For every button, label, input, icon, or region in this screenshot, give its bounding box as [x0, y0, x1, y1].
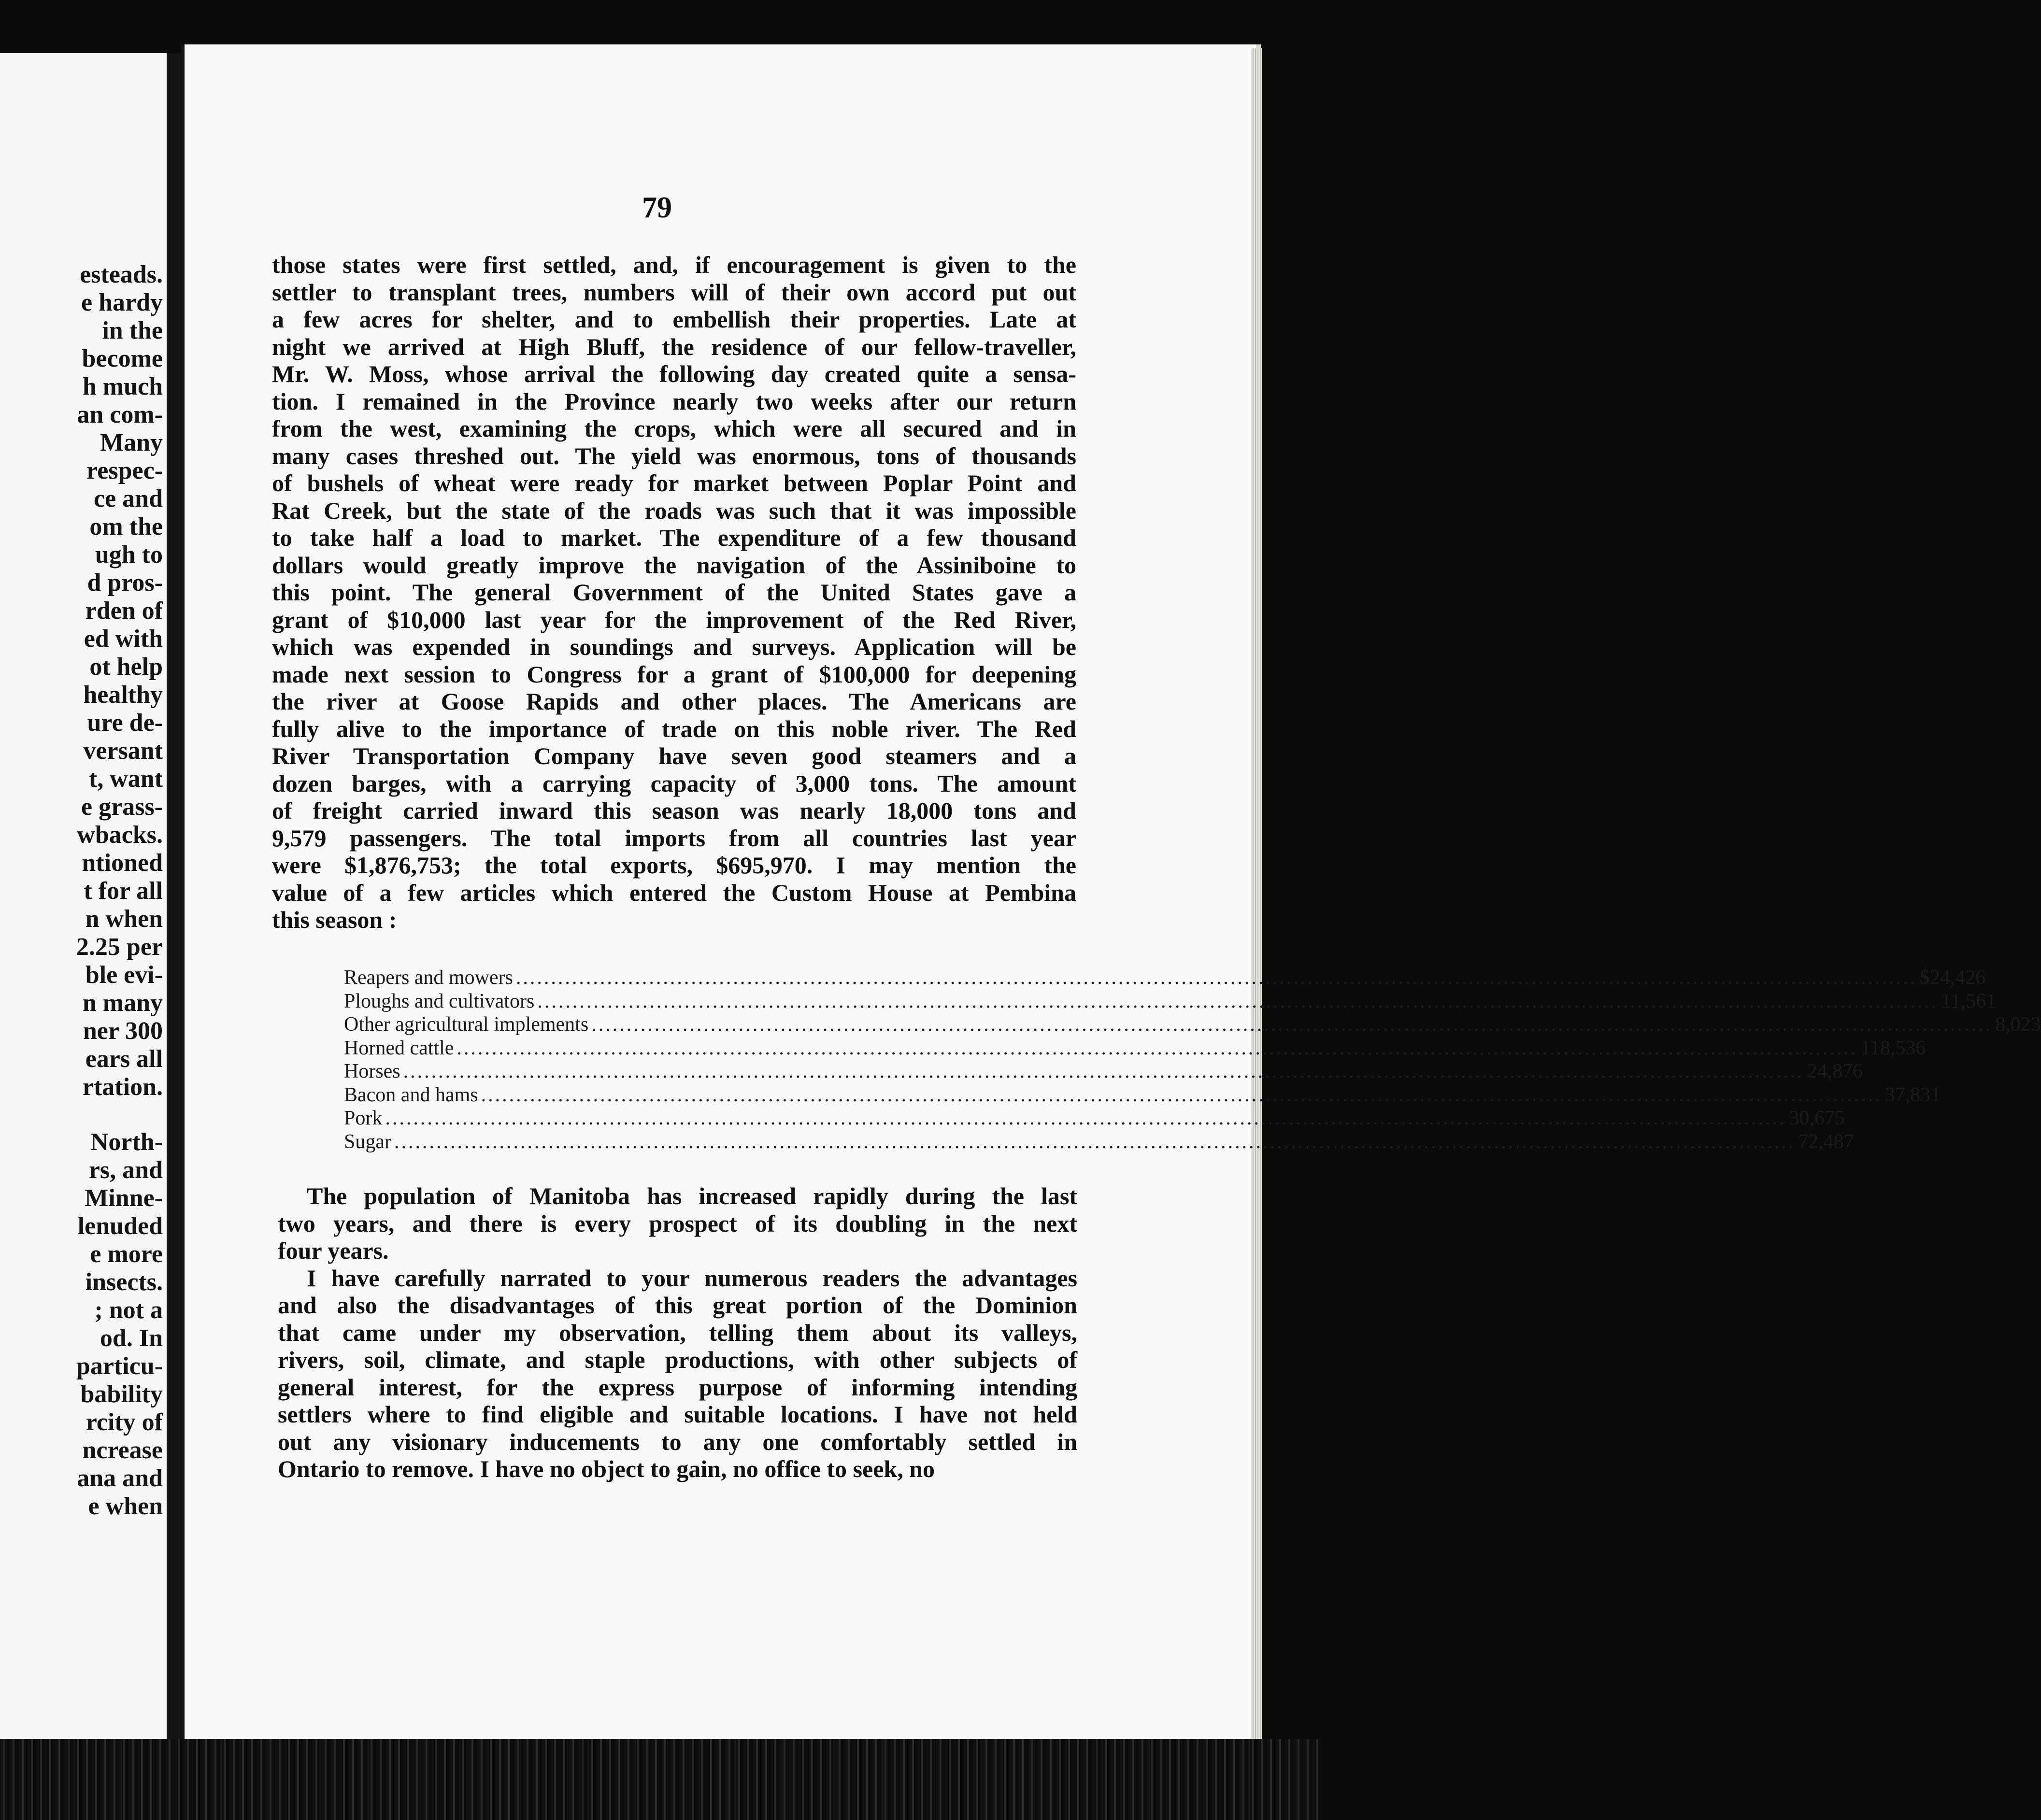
paragraph-1-line: of bushels of wheat were ready for market between Poplar Point and — [272, 469, 1076, 497]
left-page-line: wbacks. — [77, 821, 163, 849]
left-page-line: ana and — [77, 1465, 163, 1492]
item-label: Reapers and mowers — [344, 967, 513, 989]
paragraph-2-line: two years, and there is every prospect of its doubling in the next — [278, 1209, 1077, 1237]
paragraph-1-line: River Transportation Company have seven good steamers and a — [272, 742, 1076, 769]
left-page-line: rden of — [85, 597, 163, 625]
table-row — [344, 1130, 1854, 1154]
left-page-line: n many — [82, 989, 163, 1017]
left-page-line: North- — [90, 1128, 163, 1156]
item-label: Horned cattle — [344, 1037, 454, 1059]
left-page-line: lenuded — [77, 1212, 163, 1240]
left-page-line: n when — [85, 905, 163, 933]
item-value: 30,675 — [1789, 1107, 1845, 1129]
left-page-line: become — [82, 345, 163, 372]
paragraph-1-line: Rat Creek, but the state of the roads was such that it was impossible — [272, 497, 1076, 524]
item-value: 8,023 — [1995, 1013, 2041, 1036]
left-page-line: respec- — [86, 457, 163, 484]
left-page-line: ble evi- — [85, 961, 163, 989]
table-row — [344, 966, 1986, 990]
left-page-line: e more — [90, 1240, 163, 1268]
left-page-line: rs, and — [88, 1156, 163, 1184]
left-page-line: ed with — [84, 625, 163, 653]
paragraph-1-line: the river at Goose Rapids and other places. The Americans are — [272, 688, 1076, 715]
table-row — [344, 990, 1997, 1013]
paragraph-1-line: tion. I remained in the Province nearly two weeks after our return — [272, 387, 1076, 415]
paragraph-1-line: this season : — [272, 906, 397, 933]
paragraph-3-line: general interest, for the express purpose of informing intending — [278, 1373, 1077, 1401]
paragraph-2-line: The population of Manitoba has increased rapidly during the last — [307, 1182, 1077, 1209]
left-page-line: od. In — [100, 1324, 163, 1352]
left-page-line: an com- — [77, 401, 163, 428]
left-page-line: t, want — [88, 765, 163, 793]
left-page-line: e hardy — [81, 289, 163, 316]
page-edge — [1251, 48, 1262, 1739]
left-page-line: ot help — [89, 653, 163, 681]
item-value: 72,487 — [1798, 1130, 1854, 1153]
leader-dots: ........................................................................................................................................................................................................ — [403, 1060, 1804, 1082]
leader-dots: ........................................................................................................................................................................................................ — [394, 1130, 1795, 1153]
paragraph-3-line: that came under my observation, telling them about its valleys, — [278, 1319, 1077, 1346]
item-label: Horses — [344, 1060, 400, 1082]
left-page-line: esteads. — [80, 261, 163, 288]
imports-table — [344, 966, 2041, 1153]
left-page-line: e when — [88, 1493, 163, 1520]
paragraph-1-line: fully alive to the importance of trade on this noble river. The Red — [272, 715, 1076, 742]
left-page — [0, 53, 168, 1758]
paragraph-2-line: four years. — [278, 1237, 389, 1264]
paragraph-1-line: this point. The general Government of the United States gave a — [272, 579, 1076, 606]
paragraph-3-line: Ontario to remove. I have no object to gain, no office to seek, no — [278, 1455, 935, 1482]
paragraph-1 — [272, 251, 1076, 934]
paragraph-1-line: Mr. W. Moss, whose arrival the following day created quite a sensa- — [272, 360, 1076, 387]
left-page-line: ; not a — [94, 1296, 163, 1324]
item-value: 11,561 — [1941, 990, 1997, 1012]
leader-dots: ........................................................................................................................................................................................................ — [457, 1037, 1858, 1059]
left-page-line: d pros- — [87, 569, 163, 597]
left-page-line — [0, 1101, 163, 1128]
paragraph-1-line: many cases threshed out. The yield was enormous, tons of thousands — [272, 442, 1076, 469]
leader-dots: ........................................................................................................................................................................................................ — [591, 1013, 1993, 1036]
left-page-line: Many — [100, 429, 163, 456]
left-page-line: ncrease — [82, 1436, 163, 1464]
table-row — [344, 1037, 1926, 1060]
left-page-line: in the — [102, 317, 163, 344]
left-page-line: rtation. — [82, 1073, 163, 1101]
left-page-text — [0, 261, 163, 1521]
item-value: 118,536 — [1860, 1037, 1926, 1059]
paragraph-1-line: grant of $10,000 last year for the improvement of the Red River, — [272, 606, 1076, 633]
item-value: 24,876 — [1807, 1060, 1863, 1082]
paragraph-1-line: which was expended in soundings and surveys. Application will be — [272, 633, 1076, 660]
paragraph-2 — [278, 1182, 1077, 1265]
item-label: Ploughs and cultivators — [344, 990, 535, 1012]
leader-dots: ........................................................................................................................................................................................................ — [481, 1083, 1882, 1106]
paragraph-3-line: out any visionary inducements to any one comfortably settled in — [278, 1428, 1077, 1455]
leader-dots: ........................................................................................................................................................................................................ — [515, 967, 1917, 989]
left-page-line: particu- — [76, 1352, 163, 1380]
left-page-line: versant — [83, 737, 163, 765]
table-row — [344, 1013, 2041, 1037]
paragraph-1-line: were $1,876,753; the total exports, $695,970. I may mention the — [272, 852, 1076, 879]
left-page-line: rcity of — [86, 1408, 163, 1436]
paragraph-1-line: 9,579 passengers. The total imports from all countries last year — [272, 824, 1076, 852]
paragraph-1-line: dozen barges, with a carrying capacity of 3,000 tons. The amount — [272, 769, 1076, 797]
paragraph-3-line: settlers where to find eligible and suitable locations. I have not held — [278, 1401, 1077, 1428]
leader-dots: ........................................................................................................................................................................................................ — [537, 990, 1939, 1012]
closing-text — [278, 1182, 1077, 1483]
paragraph-3-line: and also the disadvantages of this great portion of the Dominion — [278, 1292, 1077, 1319]
left-page-line: h much — [82, 373, 163, 400]
left-page-line: 2.25 per — [76, 933, 163, 961]
paragraph-1-line: those states were first settled, and, if encouragement is given to the — [272, 251, 1076, 278]
paragraph-1-line: a few acres for shelter, and to embellish their properties. Late at — [272, 306, 1076, 333]
item-label: Bacon and hams — [344, 1083, 478, 1106]
paragraph-1-line: to take half a load to market. The expenditure of a few thousand — [272, 524, 1076, 551]
item-value: 37,831 — [1884, 1083, 1941, 1106]
left-page-line: ce and — [94, 485, 163, 512]
page-number: 79 — [642, 191, 672, 224]
item-label: Pork — [344, 1107, 383, 1129]
paragraph-3-line: rivers, soil, climate, and staple productions, with other subjects of — [278, 1346, 1077, 1373]
paragraph-1-line: dollars would greatly improve the navigation of the Assiniboine to — [272, 551, 1076, 579]
paragraph-3 — [278, 1265, 1077, 1483]
paragraph-1-line: from the west, examining the crops, which were all secured and in — [272, 415, 1076, 442]
left-page-line: healthy — [83, 681, 163, 709]
table-row — [344, 1083, 1941, 1107]
paragraph-1-line: made next session to Congress for a grant of $100,000 for deepening — [272, 660, 1076, 688]
leader-dots: ........................................................................................................................................................................................................ — [385, 1107, 1786, 1129]
left-page-line: insects. — [85, 1268, 163, 1296]
item-label: Sugar — [344, 1130, 391, 1153]
item-label: Other agricultural implements — [344, 1013, 589, 1036]
left-page-line: om the — [89, 513, 163, 540]
left-page-line: ugh to — [95, 541, 163, 569]
scan-background — [0, 1739, 1322, 1820]
currency-symbol: $ — [1919, 967, 1930, 989]
item-value: 24,426 — [1929, 967, 1986, 989]
left-page-line: bability — [80, 1380, 163, 1408]
paragraph-1-line: of freight carried inward this season was nearly 18,000 tons and — [272, 797, 1076, 824]
left-page-line: e grass- — [81, 793, 163, 821]
paragraph-3-line: I have carefully narrated to your numerous readers the advantages — [307, 1264, 1077, 1292]
paragraph-1-line: settler to transplant trees, numbers will of their own accord put out — [272, 278, 1076, 306]
table-row — [344, 1060, 1863, 1083]
left-page-line: ears all — [85, 1045, 163, 1073]
left-page-line: t for all — [84, 877, 163, 905]
table-row — [344, 1107, 1845, 1130]
left-page-line: ner 300 — [83, 1017, 163, 1045]
paragraph-1-line: value of a few articles which entered the Custom House at Pembina — [272, 879, 1076, 906]
left-page-line: ure de- — [87, 709, 163, 737]
paragraph-1-line: night we arrived at High Bluff, the residence of our fellow-traveller, — [272, 333, 1076, 360]
left-page-line: Minne- — [85, 1184, 163, 1212]
left-page-line: ntioned — [82, 849, 163, 877]
